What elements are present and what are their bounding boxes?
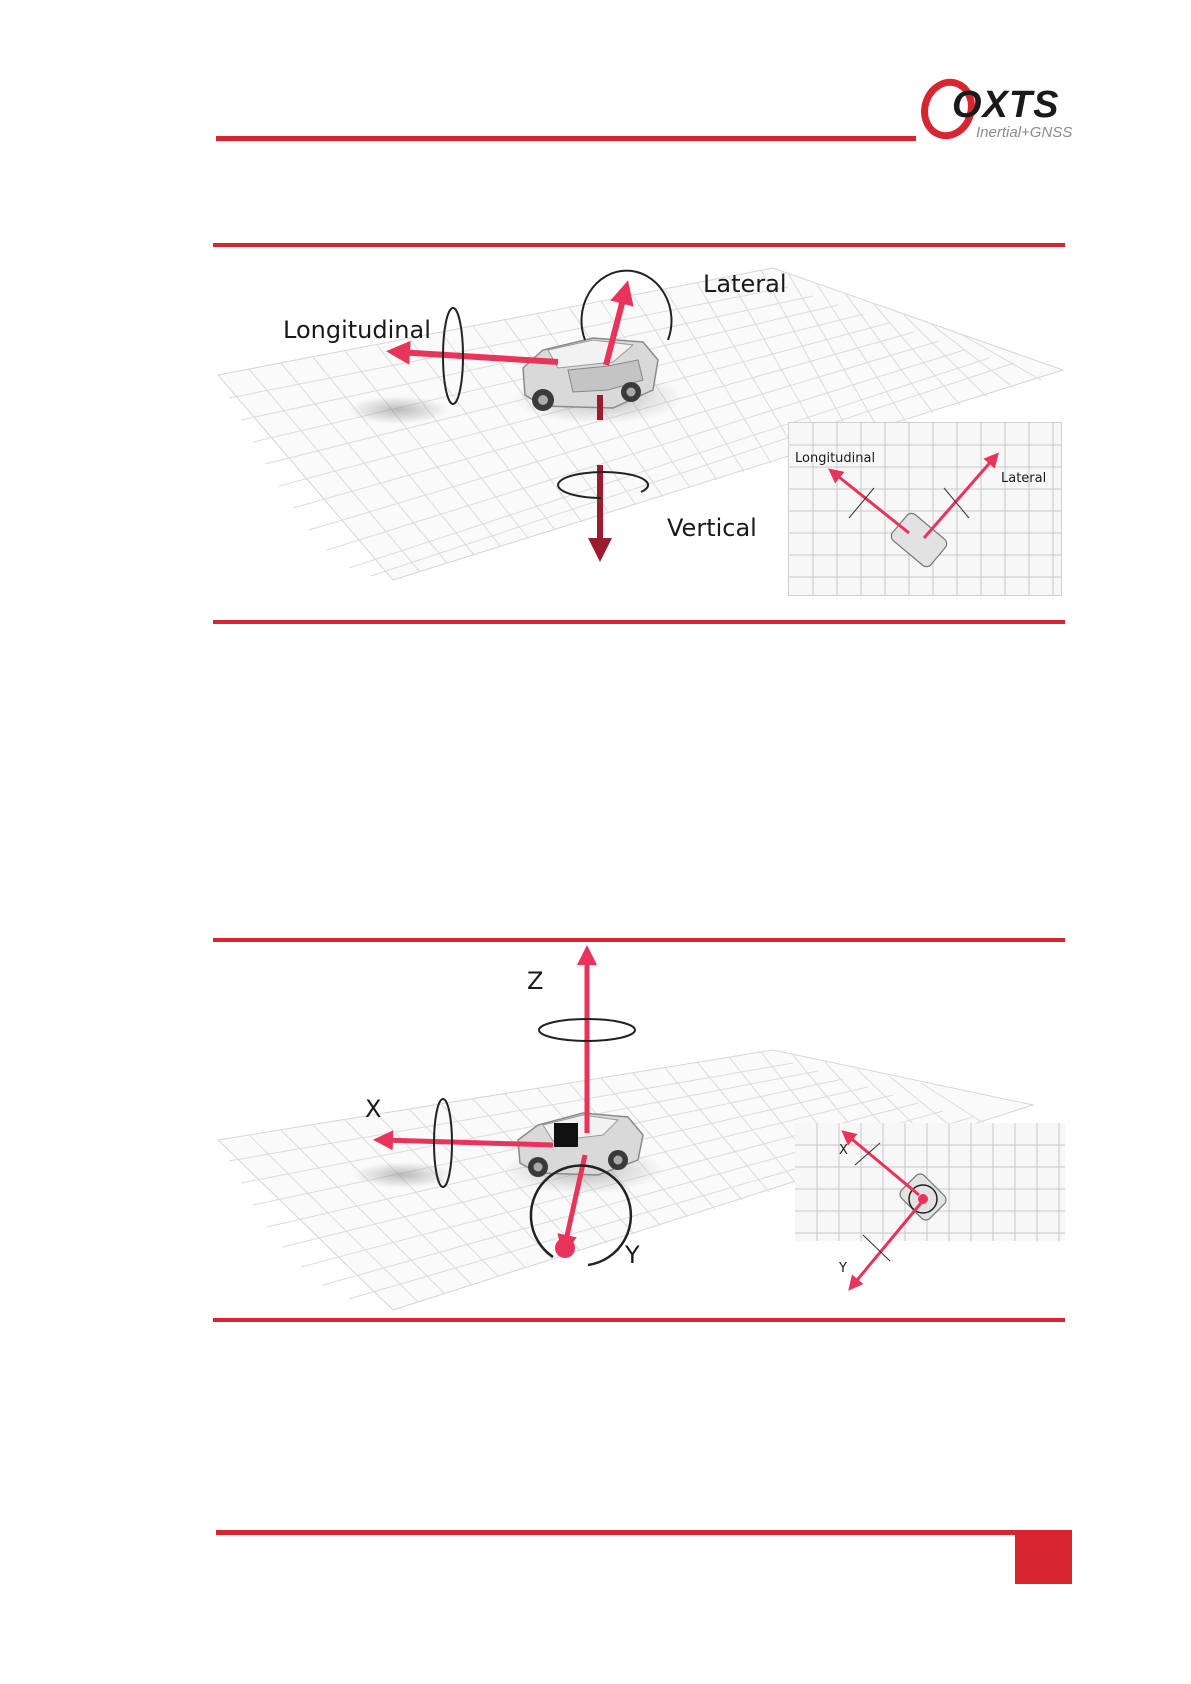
figure1-inset-illustration — [789, 423, 1061, 595]
label-z: Z — [527, 967, 544, 995]
figure1-inset — [788, 422, 1062, 596]
figure2-inset — [795, 1123, 1065, 1303]
figure2-top-rule — [213, 938, 1065, 942]
label-vertical: Vertical — [667, 514, 757, 542]
figure2-bottom-rule — [213, 1318, 1065, 1322]
footer-rule — [216, 1530, 1016, 1535]
header-rule — [216, 136, 916, 141]
oxts-logo — [918, 76, 1078, 146]
sensor-unit-icon — [554, 1123, 578, 1147]
inset-longitudinal-arrow — [834, 473, 909, 533]
figure2-inset-illustration — [795, 1123, 1065, 1303]
label-x: X — [365, 1095, 382, 1123]
logo-tagline: Inertial+GNSS — [976, 124, 1073, 141]
inset-label-lateral: Lateral — [1001, 471, 1047, 486]
label-longitudinal: Longitudinal — [283, 316, 431, 344]
page-number-box — [1015, 1530, 1072, 1584]
label-y: Y — [625, 1241, 640, 1269]
figure1-top-rule — [213, 243, 1065, 247]
inset-lateral-arrow — [924, 458, 994, 538]
logo-wordmark: OXTS — [952, 84, 1060, 126]
figure1-bottom-rule — [213, 620, 1065, 624]
figure1 — [213, 250, 1065, 620]
inset-label-longitudinal: Longitudinal — [795, 451, 876, 466]
inset-label-x: X — [839, 1143, 848, 1158]
figure2 — [213, 945, 1065, 1315]
label-lateral: Lateral — [703, 270, 787, 298]
inset-label-y: Y — [839, 1261, 847, 1276]
